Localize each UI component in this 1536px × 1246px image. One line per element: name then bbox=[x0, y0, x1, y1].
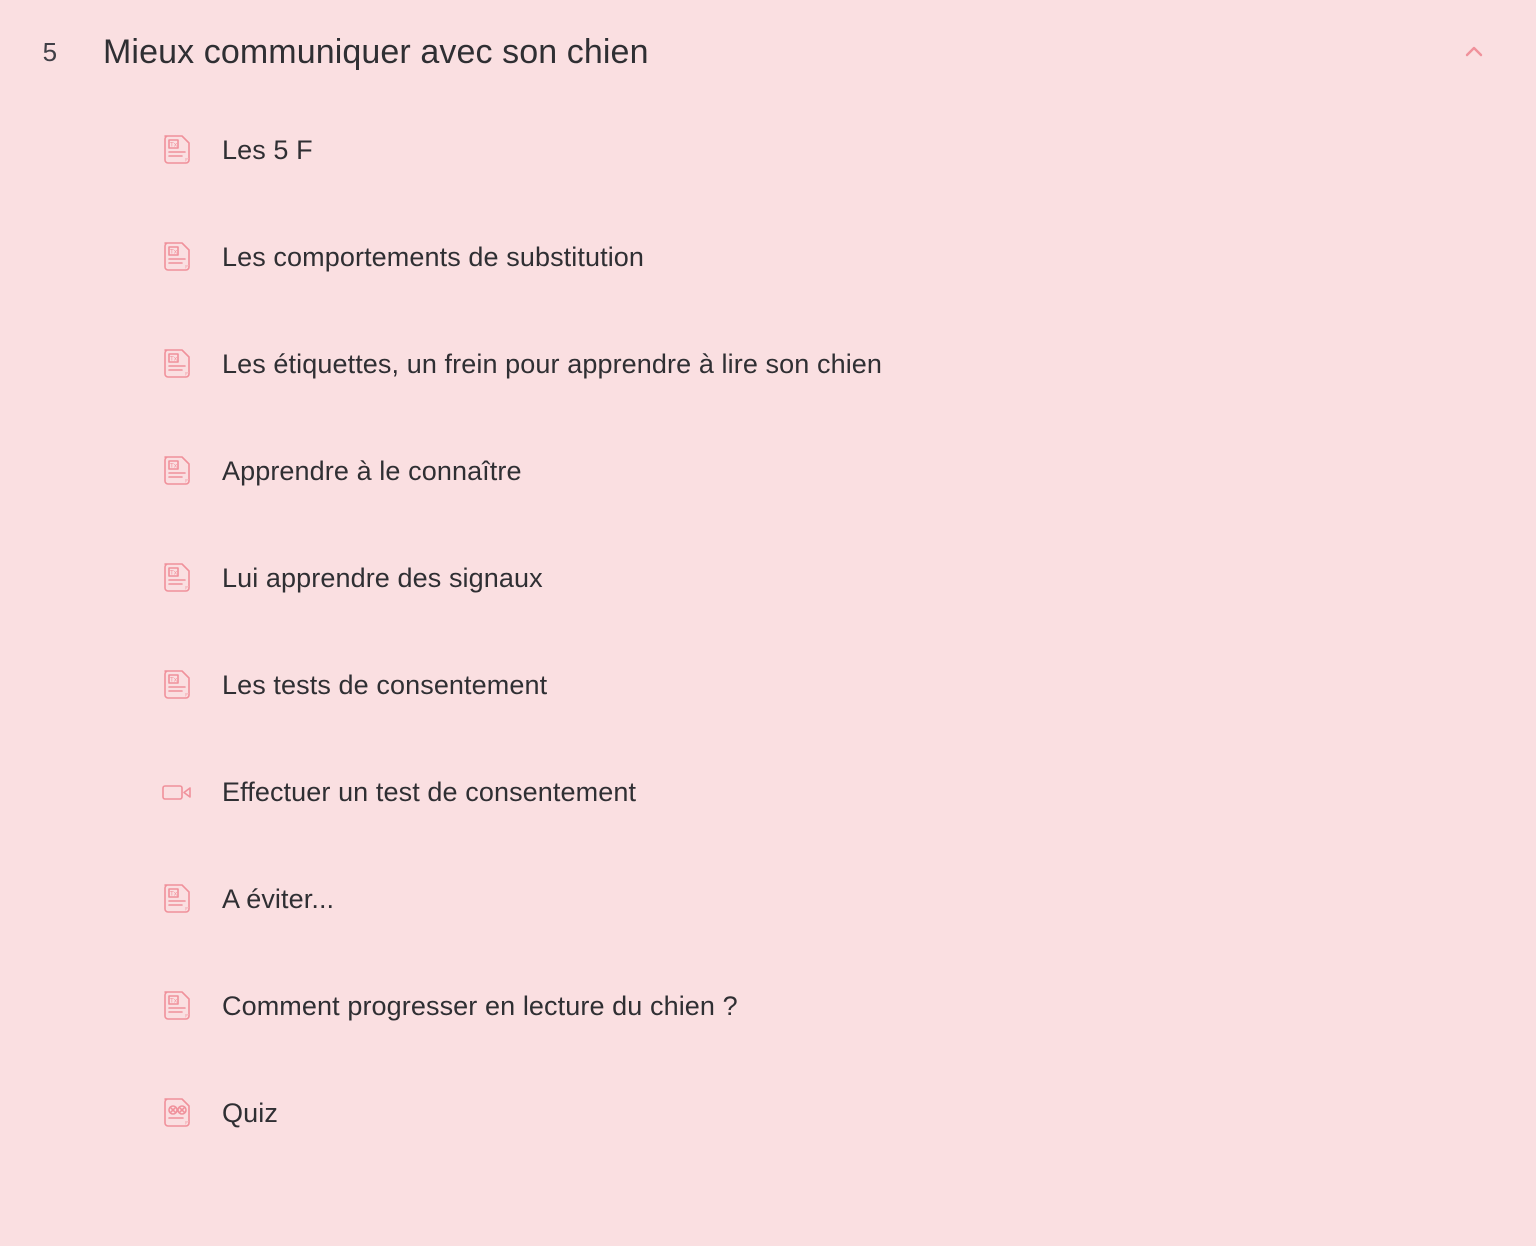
list-item[interactable] bbox=[0, 952, 1536, 1059]
collapse-toggle-button[interactable] bbox=[1452, 30, 1496, 74]
text-document-icon bbox=[160, 989, 194, 1023]
svg-text:Tx: Tx bbox=[169, 996, 178, 1004]
module-number: 5 bbox=[42, 37, 58, 67]
list-item-label: Comment progresser en lecture du chien ? bbox=[222, 990, 738, 1021]
list-item[interactable] bbox=[0, 96, 1536, 203]
svg-text:Tx: Tx bbox=[169, 889, 178, 897]
list-item[interactable] bbox=[0, 524, 1536, 631]
list-item[interactable] bbox=[0, 1059, 1536, 1166]
text-document-icon bbox=[160, 454, 194, 488]
list-item[interactable] bbox=[0, 417, 1536, 524]
list-item-label: Apprendre à le connaître bbox=[222, 455, 522, 486]
list-item-label: Les tests de consentement bbox=[222, 669, 548, 700]
module-header[interactable] bbox=[0, 0, 1536, 96]
svg-text:Tx: Tx bbox=[169, 247, 178, 255]
video-icon bbox=[160, 775, 194, 809]
list-item-label: Les 5 F bbox=[222, 134, 313, 165]
text-document-icon bbox=[160, 347, 194, 381]
list-item-label: Quiz bbox=[222, 1097, 278, 1128]
list-item[interactable] bbox=[0, 738, 1536, 845]
list-item-label: A éviter... bbox=[222, 883, 335, 914]
list-item-label: Les étiquettes, un frein pour apprendre à lire son chien bbox=[222, 348, 883, 379]
list-item[interactable] bbox=[0, 203, 1536, 310]
text-document-icon bbox=[160, 240, 194, 274]
svg-text:Tx: Tx bbox=[169, 461, 178, 469]
list-item-label: Les comportements de substitution bbox=[222, 241, 645, 272]
svg-text:Tx: Tx bbox=[169, 140, 178, 148]
list-item[interactable] bbox=[0, 310, 1536, 417]
text-document-icon bbox=[160, 882, 194, 916]
svg-text:Tx: Tx bbox=[169, 675, 178, 683]
list-item-label: Lui apprendre des signaux bbox=[222, 562, 543, 593]
lesson-list bbox=[0, 96, 1536, 1206]
quiz-icon bbox=[160, 1096, 194, 1130]
module-title: Mieux communiquer avec son chien bbox=[103, 33, 649, 71]
chevron-up-icon bbox=[1462, 40, 1486, 64]
svg-text:Tx: Tx bbox=[169, 354, 178, 362]
text-document-icon bbox=[160, 133, 194, 167]
text-document-icon bbox=[160, 668, 194, 702]
list-item-label: Effectuer un test de consentement bbox=[222, 776, 637, 807]
list-item[interactable] bbox=[0, 631, 1536, 738]
list-item[interactable] bbox=[0, 845, 1536, 952]
svg-text:Tx: Tx bbox=[169, 568, 178, 576]
text-document-icon bbox=[160, 561, 194, 595]
